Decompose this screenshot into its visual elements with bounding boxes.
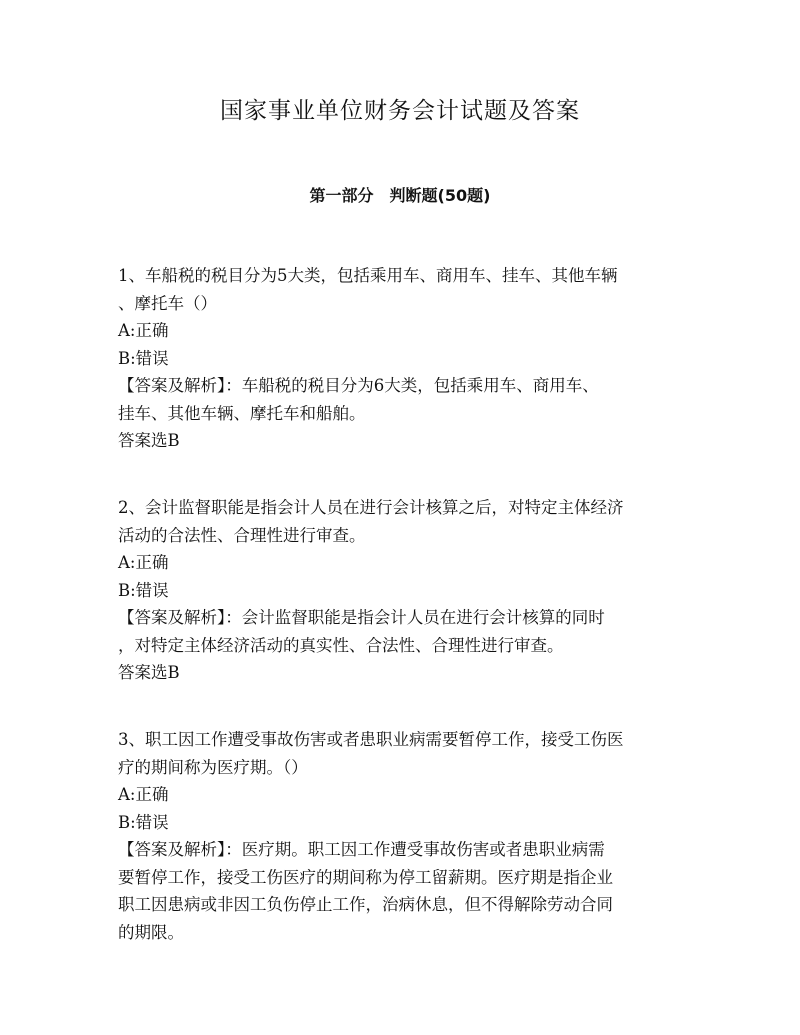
question-stem-line: 活动的合法性、合理性进行审查。 (118, 525, 366, 545)
option-a: A:正确 (118, 785, 169, 804)
option-b: B:错误 (118, 580, 169, 600)
question-stem-line: 2、会计监督职能是指会计人员在进行会计核算之后，对特定主体经济 (118, 498, 624, 517)
analysis-line: 【答案及解析】：会计监督职能是指会计人员在进行会计核算的同时 (118, 608, 605, 627)
question-1 (118, 262, 688, 455)
answer-line: 答案选B (118, 663, 180, 682)
option-a: A:正确 (118, 553, 169, 572)
answer-line: 答案选B (118, 431, 180, 450)
question-2 (118, 494, 688, 687)
analysis-line: 职工因患病或非因工负伤停止工作，治病休息，但不得解除劳动合同 (118, 895, 613, 914)
section-heading: 第一部分 判断题(50题) (309, 186, 491, 205)
question-3 (118, 726, 688, 946)
analysis-line: 【答案及解析】：医疗期。职工因工作遭受事故伤害或者患职业病需 (118, 840, 605, 859)
question-stem-line: 1、车船税的税目分为5大类，包括乘用车、商用车、挂车、其他车辆 (118, 266, 618, 285)
option-b: B:错误 (118, 348, 169, 368)
question-stem-line: 3、职工因工作遭受事故伤害或者患职业病需要暂停工作，接受工伤医 (118, 730, 624, 749)
analysis-line: 的期限。 (118, 922, 184, 942)
document-title: 国家事业单位财务会计试题及答案 (220, 98, 580, 124)
question-stem-line: 、摩托车（） (118, 293, 217, 313)
analysis-line: ，对特定主体经济活动的真实性、合法性、合理性进行审查。 (118, 635, 564, 655)
analysis-line: 挂车、其他车辆、摩托车和船舶。 (118, 403, 366, 423)
analysis-line: 要暂停工作，接受工伤医疗的期间称为停工留薪期。医疗期是指企业 (118, 867, 613, 887)
option-b: B:错误 (118, 812, 169, 832)
option-a: A:正确 (118, 321, 169, 340)
question-stem-line: 疗的期间称为医疗期。（） (118, 757, 308, 777)
analysis-line: 【答案及解析】：车船税的税目分为6大类，包括乘用车、商用车、 (118, 376, 599, 395)
